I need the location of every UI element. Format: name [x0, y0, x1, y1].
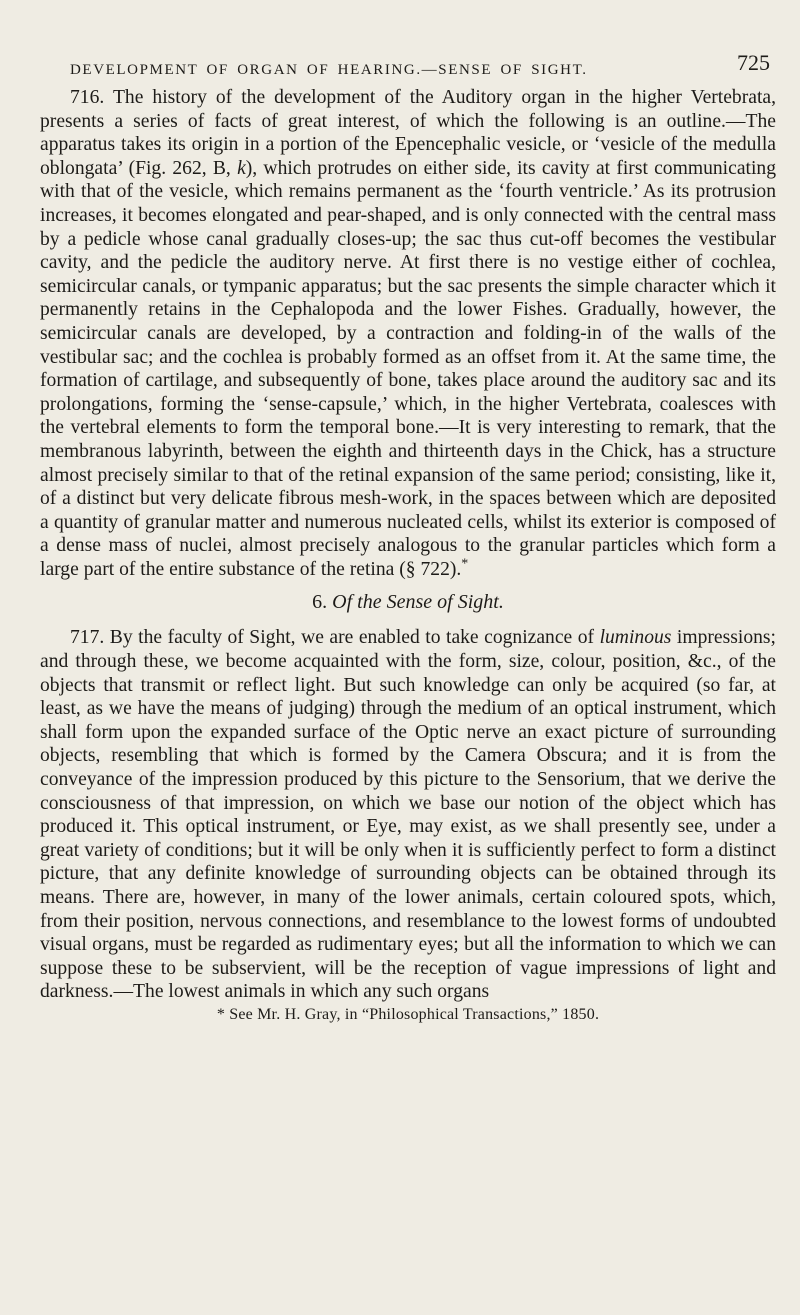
footnote: * See Mr. H. Gray, in “Philosophical Transactions,” 1850. — [216, 1005, 600, 1023]
section-heading — [40, 591, 776, 614]
paragraph-717 — [40, 626, 776, 1004]
footnote-marker: * — [461, 556, 469, 572]
running-head — [40, 50, 776, 80]
paragraph-717-text-b: impressions; and through these, we become acquainted with the form, size, colour, position, &c., of the objects that transmit or reflect light. But such knowledge can only be acquired (so far, at least, as we have the means of judging) through the medium of an optical instrument, which shall form upon the expanded surface of the Optic nerve an exact picture of surrounding objects, resembling that which is formed by the Camera Obscura; and it is from the conveyance of the impression produced by this picture to the Sensorium, that we derive the consciousness of that impression, on which we base our notion of the object which has produced it. This optical instrument, or Eye, may exist, as we shall presently see, under a great variety of conditions; but it will be only when it is sufficiently perfect to form a distinct picture, that any definite knowledge of surrounding objects can be obtained through its means. There are, however, in many of the lower animals, certain coloured spots, which, from their position, nervous connections, and resemblance to the lowest forms of undoubted visual organs, must be regarded as rudimentary eyes; but all the information to which we can suppose these to be subservient, will be the reception of vague impressions of light and darkness.—The lowest animals in which any such organs — [40, 627, 776, 1003]
figure-letter-k: k — [237, 157, 246, 179]
section-number: 6. — [312, 591, 328, 614]
page-number: 725 — [737, 50, 770, 75]
section-title: Of the Sense of Sight. — [332, 591, 504, 614]
paragraph-717-text-a: 717. By the faculty of Sight, we are enabled to take cognizance of — [70, 627, 600, 649]
paragraph-716-text-a: 716. The history of the development of the Auditory organ in the higher Vertebrata, presents a series of facts of great interest, of which the following is an outline.—The apparatus takes its origin in a portion of the Epencephalic vesicle, or ‘vesicle of the medulla oblongata’ (Fig. 262, B, — [40, 87, 776, 179]
emphasis-luminous: luminous — [599, 627, 672, 649]
running-title: DEVELOPMENT OF ORGAN OF HEARING.—SENSE OF SIGHT. — [70, 62, 588, 78]
paragraph-716 — [40, 86, 776, 581]
paragraph-716-text-b: ), which protrudes on either side, its cavity at first communicating with that of the vesicle, which remains permanent as the ‘fourth ventricle.’ As its protrusion increases, it becomes elongated and pear-shaped, and is only connected with the central mass by a pedicle whose canal gradually closes-up; the sac thus cut-off becomes the vestibular cavity, and the pedicle the auditory nerve. At first there is no vestige either of cochlea, semicircular canals, or tympanic apparatus; but the sac presents the simple character which it permanently retains in the Cephalopoda and the lower Fishes. Gradually, however, the semicircular canals are developed, by a contraction and folding-in of the walls of the vestibular sac; and the cochlea is probably formed as an offset from it. At the same time, the formation of cartilage, and subsequently of bone, takes place around the auditory sac and its prolongations, forming the ‘sense-capsule,’ which, in the higher Vertebrata, coalesces with the vertebral elements to form the temporal bone.—It is very interesting to remark, that the membranous labyrinth, between the eighth and thirteenth days in the Chick, has a structure almost precisely similar to that of the retinal expansion of the same period; consisting, like it, of a distinct but very delicate fibrous mesh-work, in the spaces between which are deposited a quantity of granular matter and numerous nucleated cells, whilst its exterior is composed of a dense mass of nuclei, almost precisely analogous to the granular particles which form a large part of the entire substance of the retina (§ 722). — [40, 157, 777, 580]
